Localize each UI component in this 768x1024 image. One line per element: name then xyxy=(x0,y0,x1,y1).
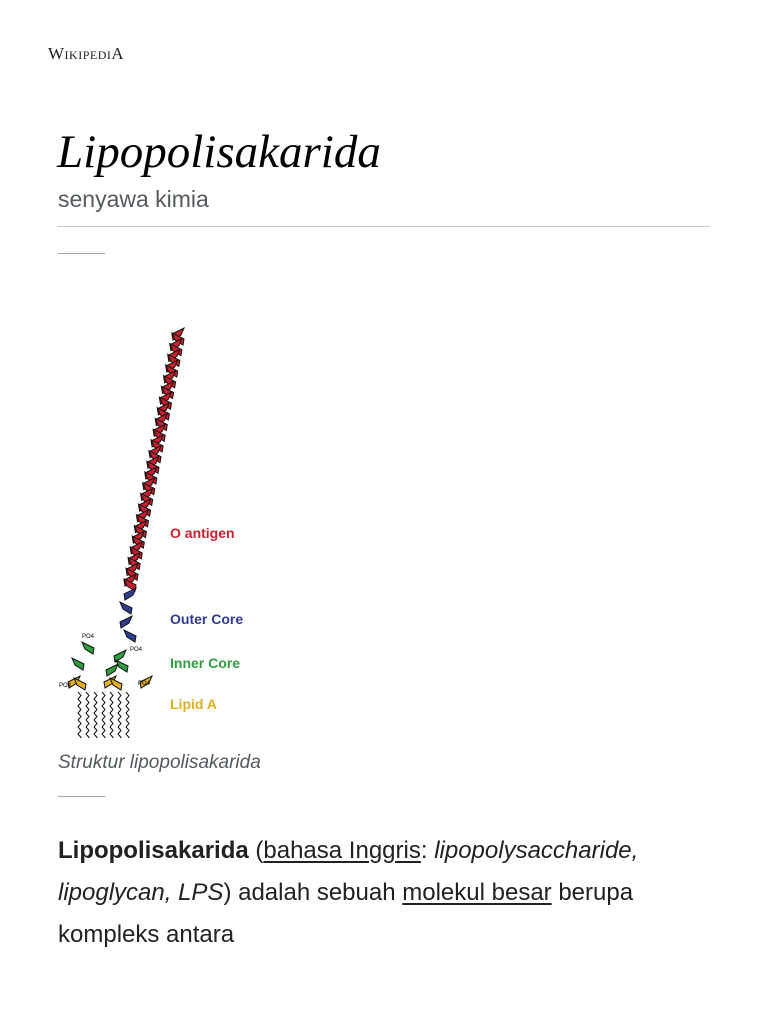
outer-core-unit xyxy=(124,588,136,600)
section-divider-bottom xyxy=(58,796,105,797)
lead-text: : xyxy=(420,837,435,864)
label-inner-core: Inner Core xyxy=(170,655,241,671)
lead-term: Lipopolisakarida xyxy=(58,837,249,864)
page-title: Lipopolisakarida xyxy=(57,126,381,178)
inner-core-unit xyxy=(82,642,94,654)
figure-caption: Struktur lipopolisakarida xyxy=(58,752,261,773)
wikipedia-wordmark[interactable]: WikipediA xyxy=(48,44,125,63)
phosphate-label: PO4 xyxy=(59,683,72,689)
fatty-acid-tail xyxy=(126,692,129,738)
lead-text: ) adalah sebuah xyxy=(223,879,403,906)
phosphate-label: PO4 xyxy=(82,634,95,640)
label-lipid-a: Lipid A xyxy=(170,696,217,712)
section-divider-top xyxy=(58,253,105,254)
inner-core-unit xyxy=(116,660,128,672)
fatty-acid-tail xyxy=(110,692,113,738)
lps-structure-figure[interactable] xyxy=(54,318,304,738)
phosphate-label: PO4 xyxy=(138,681,151,687)
label-outer-core: Outer Core xyxy=(170,611,244,627)
link-molekul-besar[interactable]: molekul besar xyxy=(402,879,552,906)
lps-structure-diagram xyxy=(54,318,304,738)
outer-core-unit xyxy=(124,630,136,642)
phosphate-label: PO4 xyxy=(130,647,143,653)
fatty-acid-tail xyxy=(118,692,121,738)
fatty-acid-tail xyxy=(78,692,81,738)
fatty-acid-tail xyxy=(102,692,105,738)
inner-core-unit xyxy=(72,658,84,670)
outer-core-unit xyxy=(120,602,132,614)
label-o-antigen: O antigen xyxy=(170,525,235,541)
english-terms: lipopolysaccharide, lipoglycan, LPS xyxy=(58,837,639,906)
outer-core-unit xyxy=(120,616,132,628)
lipid-tails xyxy=(78,692,129,738)
inner-core-unit xyxy=(106,664,118,676)
fatty-acid-tail xyxy=(86,692,89,738)
article-lead-paragraph xyxy=(58,830,738,956)
page-subtitle: senyawa kimia xyxy=(58,186,209,212)
lead-text: ( xyxy=(248,837,264,864)
fatty-acid-tail xyxy=(94,692,97,738)
title-divider xyxy=(57,226,710,227)
lead-text: berupa kompleks antara xyxy=(58,879,634,948)
link-bahasa-inggris[interactable]: bahasa Inggris xyxy=(263,837,421,864)
